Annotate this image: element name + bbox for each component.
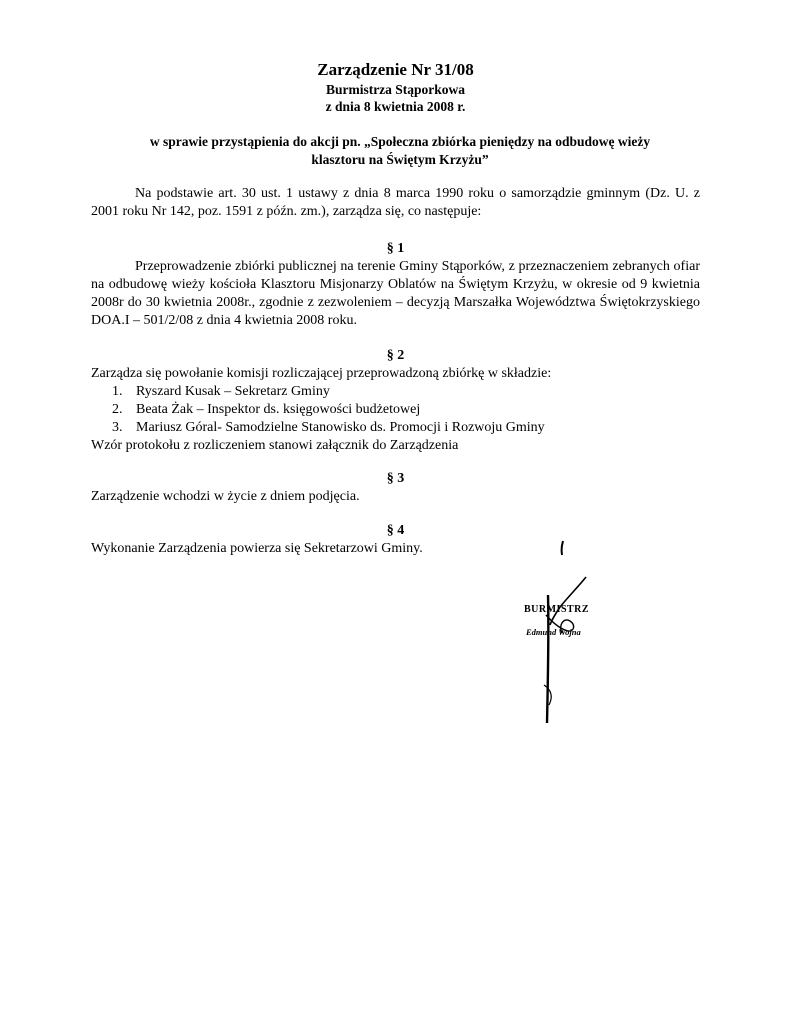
document-subject <box>100 133 700 169</box>
section-1-text: Przeprowadzenie zbiórki publicznej na terenie Gminy Stąporków, z przeznaczeniem zebranych ofiar na odbudowę wieży kościoła Klasztoru Misjonarzy Oblatów na Świętym Krzyżu, w okresie od 9 kwietnia 2008r do 30 kwietnia 2008r., zgodnie z zezwoleniem – decyzją Marszałka Województwa Świętokrzyskiego DOA.I – 501/2/08 z dnia 4 kwietnia 2008 roku. <box>91 259 700 328</box>
list-item <box>112 383 545 401</box>
subject-line-2: klasztoru na Świętym Krzyżu” <box>311 152 489 167</box>
list-item <box>112 401 545 419</box>
document-issuer: Burmistrza Stąporkowa <box>325 82 466 97</box>
subject-line-1: w sprawie przystąpienia do akcji pn. „Społeczna zbiórka pieniędzy na odbudowę wieży <box>149 134 651 149</box>
preamble-paragraph: Na podstawie art. 30 ust. 1 ustawy z dnia 8 marca 1990 roku o samorządzie gminnym (Dz. U. z 2001 roku Nr 142, poz. 1591 z późn. zm.), zarządza się, co następuje: <box>91 186 700 219</box>
committee-list <box>112 383 545 437</box>
stamp-name-text: Edmund Wojna <box>526 627 581 637</box>
section-2-intro: Zarządza się powołanie komisji rozliczającej przeprowadzoną zbiórkę w składzie: <box>91 366 552 381</box>
section-1-sign: § 1 <box>386 241 405 256</box>
section-4-sign: § 4 <box>386 523 405 538</box>
signature-stamp <box>518 535 608 730</box>
document-title: Zarządzenie Nr 31/08 <box>317 60 474 79</box>
list-item-number: 1. <box>112 384 123 399</box>
stamp-office-text: BURMISTRZ <box>524 604 590 615</box>
list-item-number: 3. <box>112 420 123 435</box>
list-item-text: Ryszard Kusak – Sekretarz Gminy <box>136 384 330 399</box>
list-item <box>112 419 545 437</box>
list-item-text: Mariusz Góral- Samodzielne Stanowisko ds. Promocji i Rozwoju Gminy <box>136 420 545 435</box>
section-4-text: Wykonanie Zarządzenia powierza się Sekretarzowi Gminy. <box>91 541 423 556</box>
section-3-sign: § 3 <box>386 471 405 486</box>
document-date: z dnia 8 kwietnia 2008 r. <box>325 99 466 114</box>
list-item-text: Beata Żak – Inspektor ds. księgowości budżetowej <box>136 402 421 417</box>
section-3-text: Zarządzenie wchodzi w życie z dniem podjęcia. <box>91 489 360 504</box>
section-2-outro: Wzór protokołu z rozliczeniem stanowi załącznik do Zarządzenia <box>91 438 459 453</box>
list-item-number: 2. <box>112 402 123 417</box>
section-2-sign: § 2 <box>386 348 405 363</box>
